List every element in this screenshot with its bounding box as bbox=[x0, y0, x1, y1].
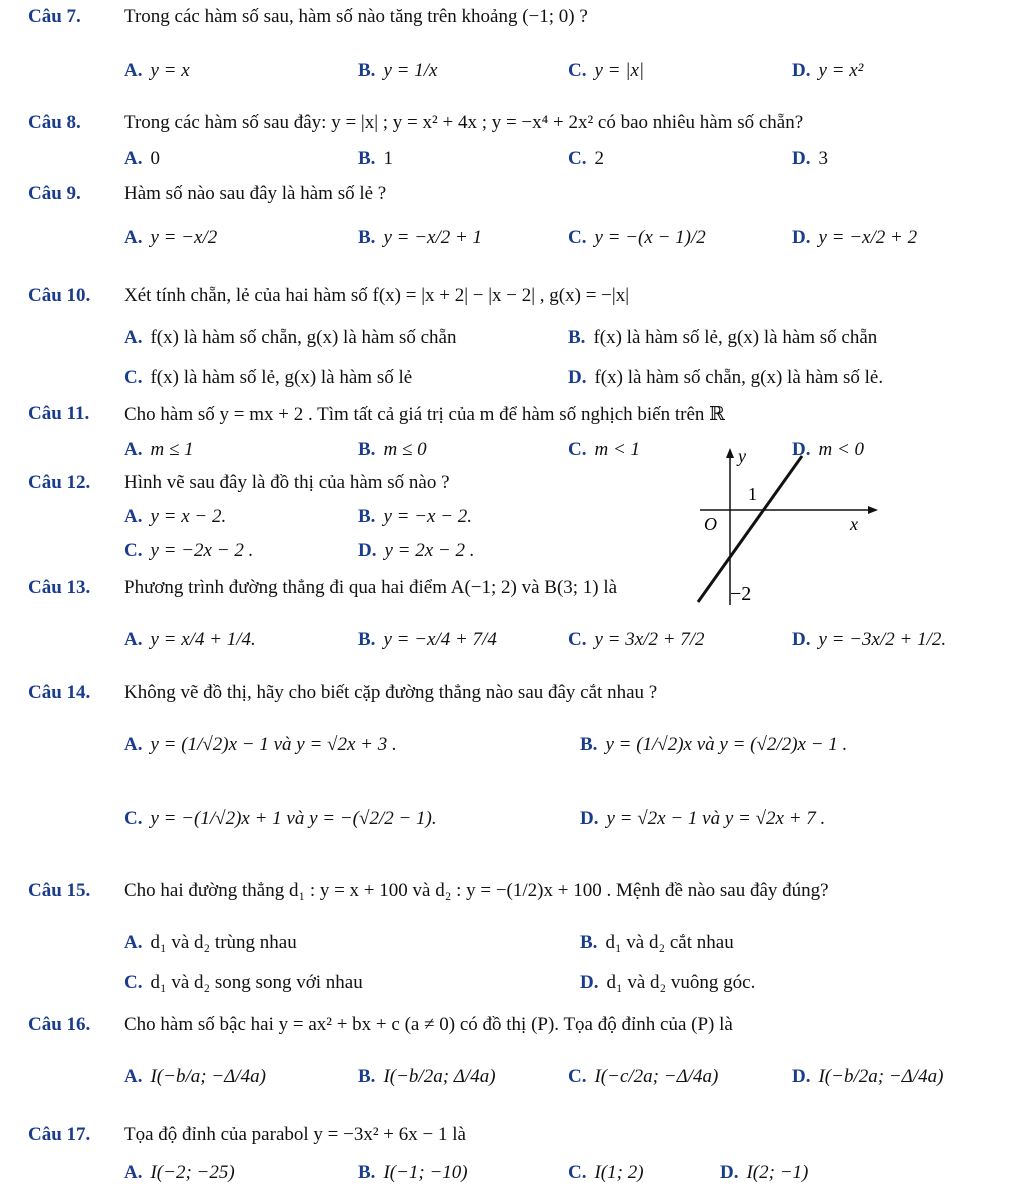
option-d[interactable]: D. I(−b/2a; −Δ/4a) bbox=[792, 1066, 944, 1087]
option-b[interactable]: B. y = −x/4 + 7/4 bbox=[358, 629, 497, 650]
option-b[interactable]: B. m ≤ 0 bbox=[358, 439, 427, 460]
question-text: Phương trình đường thẳng đi qua hai điểm A(−1; 2) và B(3; 1) là bbox=[124, 577, 618, 598]
question-text: Xét tính chẵn, lẻ của hai hàm số f(x) = |x + 2| − |x − 2| , g(x) = −|x| bbox=[124, 285, 630, 306]
option-a[interactable]: A. 0 bbox=[124, 148, 160, 169]
option-d[interactable]: D. y = −x/2 + 2 bbox=[792, 227, 918, 248]
question-text: Trong các hàm số sau, hàm số nào tăng trên khoảng (−1; 0) ? bbox=[124, 6, 588, 27]
option-c[interactable]: C. I(−c/2a; −Δ/4a) bbox=[568, 1066, 719, 1087]
option-c[interactable]: C. m < 1 bbox=[568, 439, 641, 460]
option-b[interactable]: B. y = −x/2 + 1 bbox=[358, 227, 483, 248]
option-d[interactable]: D. f(x) là hàm số chẵn, g(x) là hàm số lẻ. bbox=[568, 367, 884, 388]
line-graph bbox=[690, 440, 890, 610]
option-a[interactable]: A. I(−2; −25) bbox=[124, 1162, 235, 1183]
option-a[interactable]: A. y = (1/√2)x − 1 và y = √2x + 3 . bbox=[124, 734, 397, 755]
question-text: Hàm số nào sau đây là hàm số lẻ ? bbox=[124, 183, 387, 204]
question-number: Câu 15. bbox=[28, 880, 91, 901]
question-number: Câu 17. bbox=[28, 1124, 91, 1145]
option-a[interactable]: A. y = x bbox=[124, 60, 190, 81]
option-d[interactable]: D. y = −3x/2 + 1/2. bbox=[792, 629, 947, 650]
question-number: Câu 8. bbox=[28, 112, 81, 133]
question-number: Câu 13. bbox=[28, 577, 91, 598]
option-a[interactable]: A. d₁ và d₂ trùng nhau bbox=[124, 932, 297, 953]
option-b[interactable]: B. f(x) là hàm số lẻ, g(x) là hàm số chẵn bbox=[568, 327, 878, 348]
tick-label-neg-2: −2 bbox=[730, 583, 752, 605]
question-text: Không vẽ đồ thị, hãy cho biết cặp đường thẳng nào sau đây cắt nhau ? bbox=[124, 682, 658, 703]
option-c[interactable]: C. y = 3x/2 + 7/2 bbox=[568, 629, 705, 650]
option-c[interactable]: C. y = |x| bbox=[568, 60, 645, 81]
origin-label: O bbox=[704, 514, 717, 534]
option-c[interactable]: C. d₁ và d₂ song song với nhau bbox=[124, 972, 363, 993]
option-c[interactable]: C. y = −(1/√2)x + 1 và y = −(√2/2 − 1). bbox=[124, 808, 437, 829]
option-d[interactable]: D. 3 bbox=[792, 148, 828, 169]
option-a[interactable]: A. m ≤ 1 bbox=[124, 439, 194, 460]
option-a[interactable]: A. y = x/4 + 1/4. bbox=[124, 629, 256, 650]
option-d[interactable]: D. d₁ và d₂ vuông góc. bbox=[580, 972, 756, 993]
question-text: Trong các hàm số sau đây: y = |x| ; y = x² + 4x ; y = −x⁴ + 2x² có bao nhiêu hàm số chẵn? bbox=[124, 112, 804, 133]
option-a[interactable]: A. I(−b/a; −Δ/4a) bbox=[124, 1066, 266, 1087]
option-c[interactable]: C. y = −2x − 2 . bbox=[124, 540, 254, 561]
question-number: Câu 9. bbox=[28, 183, 81, 204]
question-number: Câu 12. bbox=[28, 472, 91, 493]
option-d[interactable]: D. y = √2x − 1 và y = √2x + 7 . bbox=[580, 808, 826, 829]
option-b[interactable]: B. y = −x − 2. bbox=[358, 506, 473, 527]
question-number: Câu 10. bbox=[28, 285, 91, 306]
question-text: Tọa độ đỉnh của parabol y = −3x² + 6x − 1 là bbox=[124, 1124, 466, 1145]
option-b[interactable]: B. y = 1/x bbox=[358, 60, 438, 81]
option-b[interactable]: B. I(−1; −10) bbox=[358, 1162, 468, 1183]
question-text: Cho hàm số y = mx + 2 . Tìm tất cả giá trị của m để hàm số nghịch biến trên ℝ bbox=[124, 404, 725, 425]
y-axis-label: y bbox=[738, 446, 746, 466]
option-c[interactable]: C. I(1; 2) bbox=[568, 1162, 644, 1183]
question-number: Câu 16. bbox=[28, 1014, 91, 1035]
option-c[interactable]: C. 2 bbox=[568, 148, 604, 169]
option-b[interactable]: B. 1 bbox=[358, 148, 393, 169]
option-d[interactable]: D. m < 0 bbox=[792, 439, 865, 460]
question-text: Cho hai đường thẳng d₁ : y = x + 100 và d₂ : y = −(1/2)x + 100 . Mệnh đề nào sau đây đúng? bbox=[124, 880, 829, 901]
option-b[interactable]: B. y = (1/√2)x và y = (√2/2)x − 1 . bbox=[580, 734, 848, 755]
option-a[interactable]: A. y = x − 2. bbox=[124, 506, 227, 527]
option-b[interactable]: B. d₁ và d₂ cắt nhau bbox=[580, 932, 734, 953]
question-text: Hình vẽ sau đây là đồ thị của hàm số nào ? bbox=[124, 472, 450, 493]
x-axis-label: x bbox=[850, 514, 858, 534]
option-c[interactable]: C. f(x) là hàm số lẻ, g(x) là hàm số lẻ bbox=[124, 367, 413, 388]
option-d[interactable]: D. y = 2x − 2 . bbox=[358, 540, 475, 561]
x-axis-arrow bbox=[868, 506, 878, 514]
option-d[interactable]: D. y = x² bbox=[792, 60, 864, 81]
y-axis-arrow bbox=[726, 448, 734, 458]
option-c[interactable]: C. y = −(x − 1)/2 bbox=[568, 227, 706, 248]
option-a[interactable]: A. f(x) là hàm số chẵn, g(x) là hàm số chẵn bbox=[124, 327, 457, 348]
option-a[interactable]: A. y = −x/2 bbox=[124, 227, 218, 248]
question-number: Câu 7. bbox=[28, 6, 81, 27]
option-d[interactable]: D. I(2; −1) bbox=[720, 1162, 809, 1183]
tick-label-1: 1 bbox=[748, 484, 757, 504]
question-number: Câu 11. bbox=[28, 403, 90, 424]
option-b[interactable]: B. I(−b/2a; Δ/4a) bbox=[358, 1066, 496, 1087]
question-number: Câu 14. bbox=[28, 682, 91, 703]
question-text: Cho hàm số bậc hai y = ax² + bx + c (a ≠ 0) có đồ thị (P). Tọa độ đỉnh của (P) là bbox=[124, 1014, 733, 1035]
